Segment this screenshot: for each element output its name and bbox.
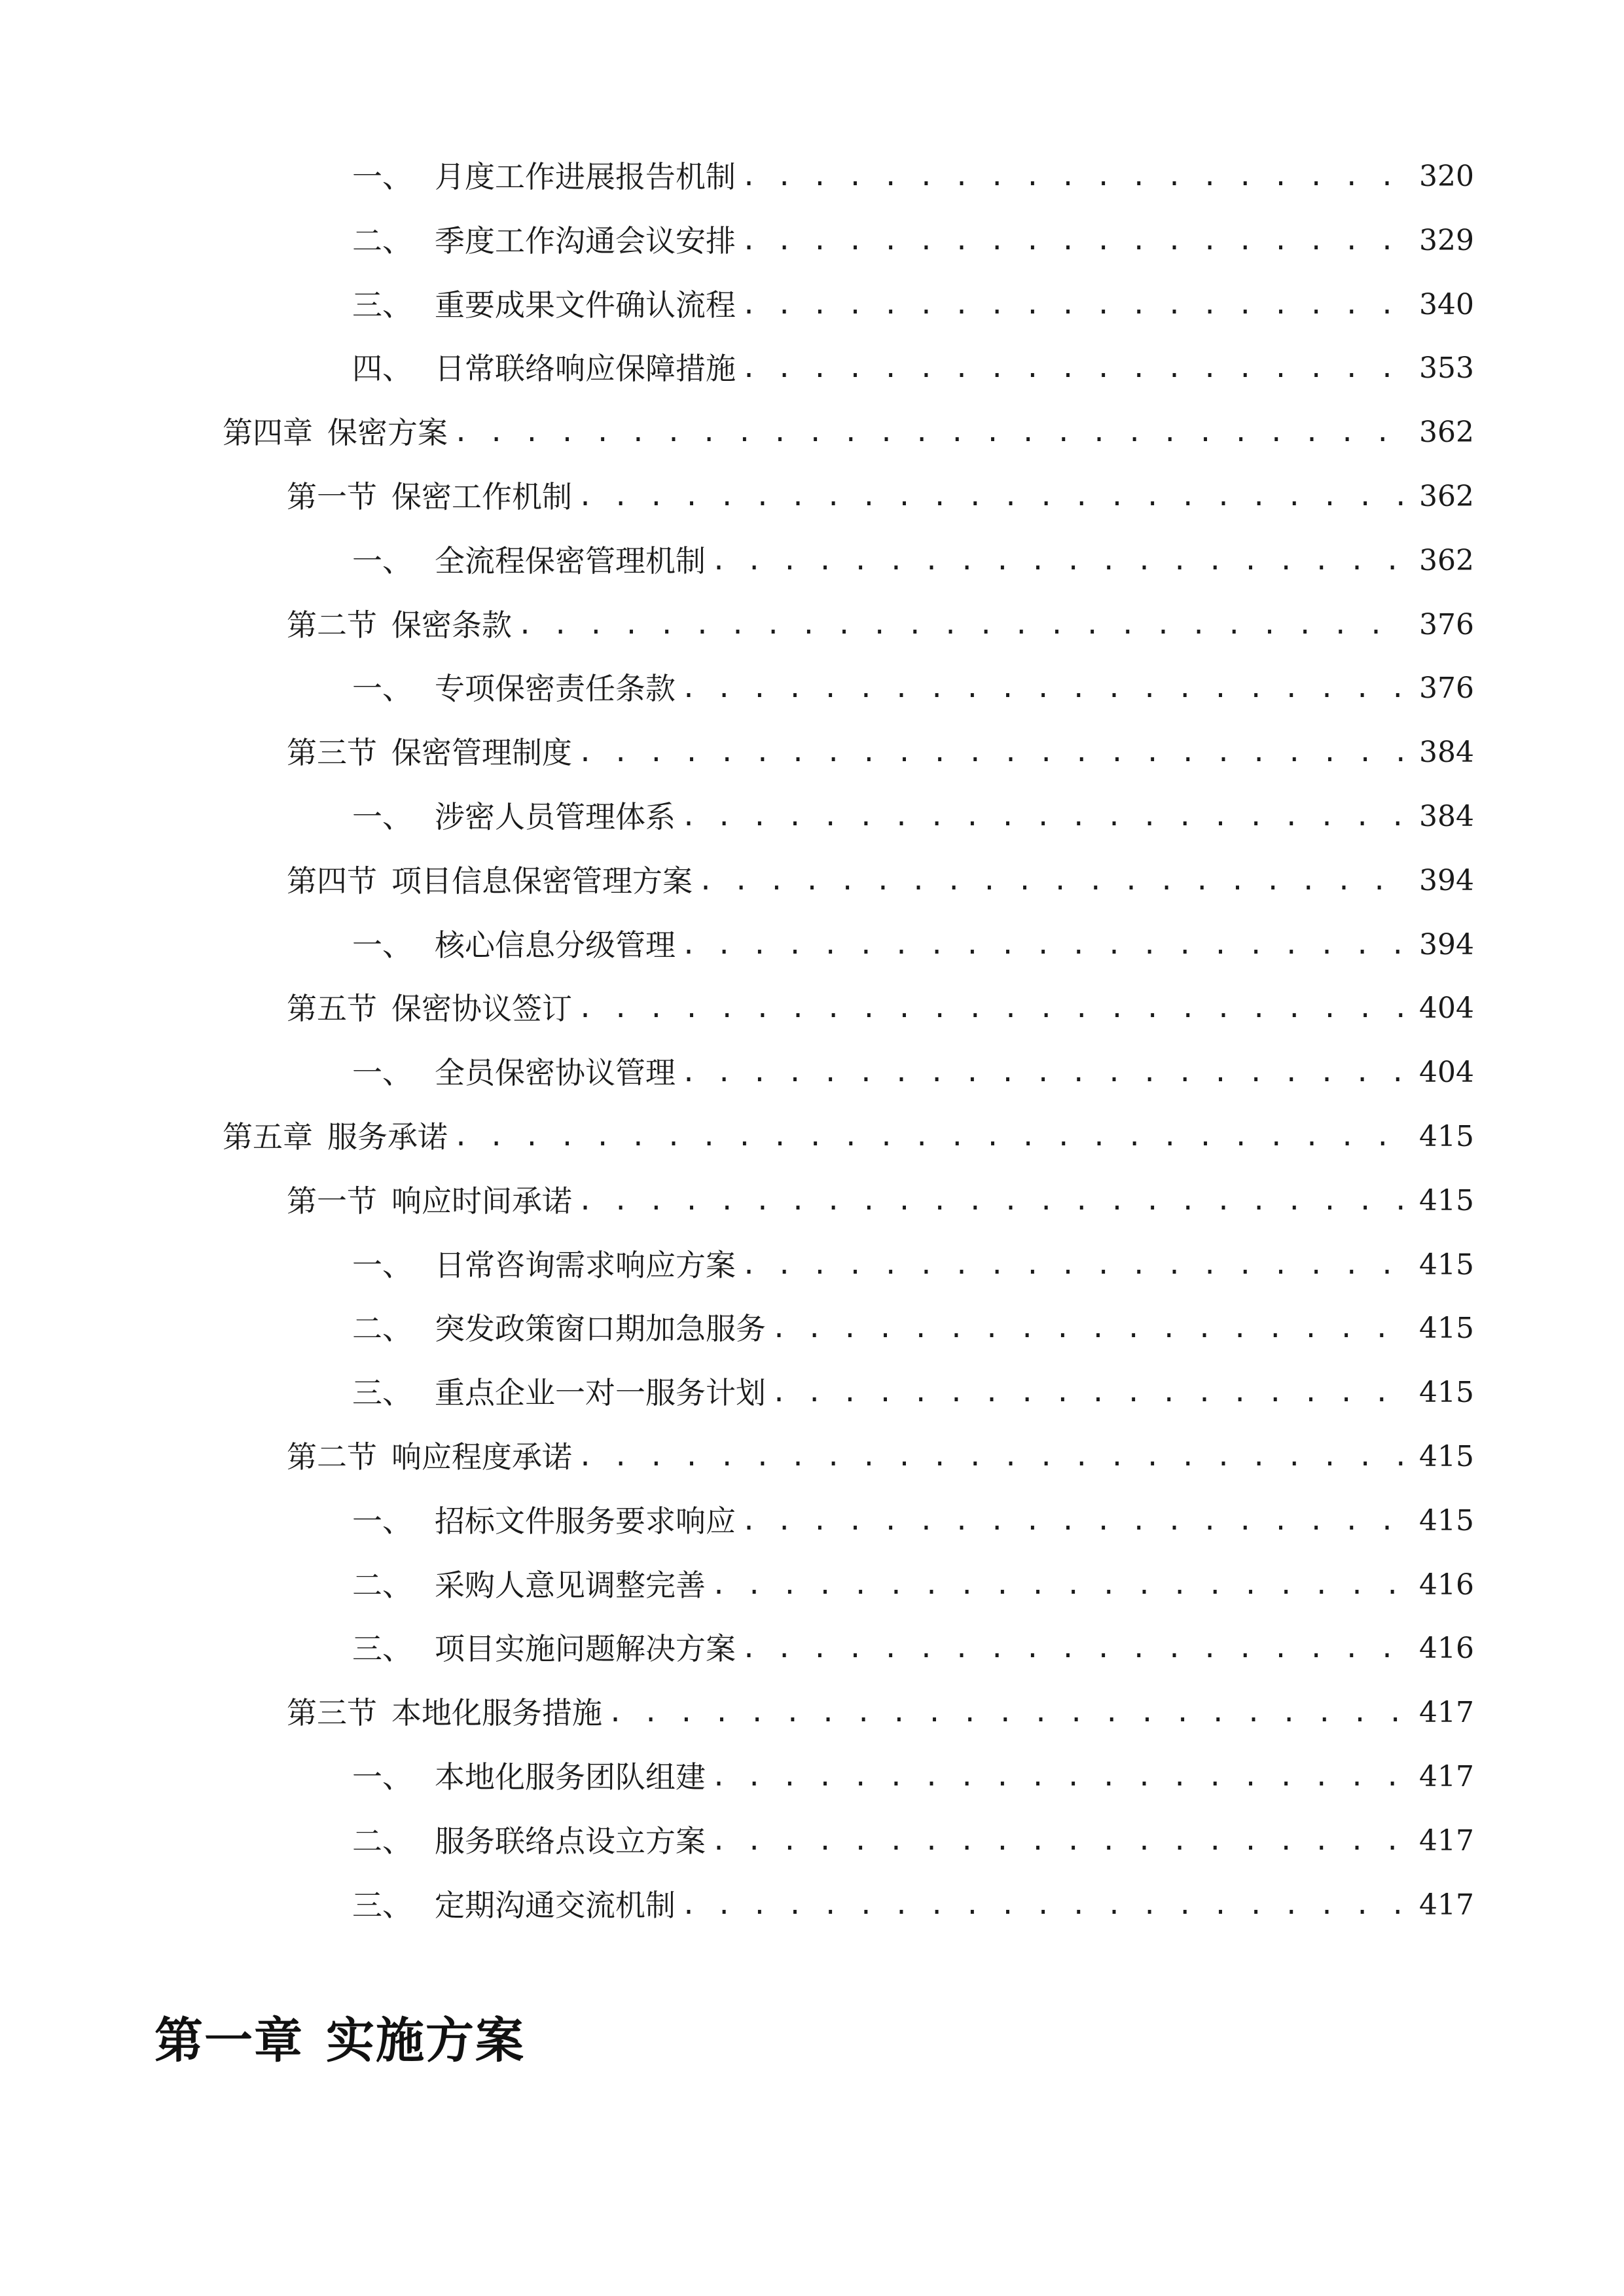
dot-leader — [577, 982, 1409, 1035]
toc-entry-item[interactable] — [352, 919, 1474, 971]
toc-entry-title: 服务承诺 — [327, 1119, 448, 1155]
toc-entry-title: 重要成果文件确认流程 — [435, 287, 736, 323]
dot-leader — [577, 1431, 1409, 1483]
toc-entry-label — [352, 1367, 766, 1419]
toc-entry-item[interactable] — [352, 535, 1474, 587]
dot-leader — [741, 1495, 1409, 1547]
toc-entry-section[interactable] — [287, 471, 1474, 523]
toc-entry-number: 第三节 — [287, 735, 377, 770]
toc-entry-title: 保密协议签订 — [391, 991, 572, 1026]
toc-entry-label — [352, 919, 676, 971]
toc-entry-item[interactable] — [352, 1239, 1474, 1291]
toc-entry-title: 保密方案 — [327, 415, 448, 450]
toc-entry-title: 月度工作进展报告机制 — [435, 159, 736, 194]
toc-entry-number: 二、 — [352, 1568, 412, 1603]
toc-entry-label — [223, 1111, 448, 1163]
toc-entry-item[interactable] — [352, 215, 1474, 267]
toc-entry-item[interactable] — [352, 1047, 1474, 1099]
toc-entry-number: 一、 — [352, 1055, 412, 1090]
toc-entry-title: 涉密人员管理体系 — [435, 799, 676, 834]
toc-entry-number: 一、 — [352, 671, 412, 706]
dot-leader — [681, 1047, 1409, 1099]
toc-entry-label — [352, 1239, 736, 1291]
toc-entry-item[interactable] — [352, 1302, 1474, 1355]
toc-entry-title: 服务联络点设立方案 — [435, 1823, 706, 1859]
toc-entry-number: 一、 — [352, 1759, 412, 1795]
toc-entry-number: 第三节 — [287, 1695, 377, 1731]
toc-entry-label — [287, 726, 572, 779]
toc-entry-title: 保密条款 — [391, 607, 512, 643]
toc-entry-page-number: 394 — [1419, 928, 1474, 961]
toc-entry-label — [287, 855, 693, 907]
toc-entry-label — [287, 471, 572, 523]
toc-entry-number: 二、 — [352, 1823, 412, 1859]
dot-leader — [741, 215, 1409, 267]
chapter-heading-number: 第一章 — [154, 2013, 304, 2069]
toc-entry-label — [287, 1431, 572, 1483]
toc-entry-page-number: 415 — [1419, 1248, 1474, 1282]
dot-leader — [741, 151, 1409, 203]
toc-entry-label — [352, 342, 736, 395]
toc-entry-label — [352, 1495, 736, 1547]
toc-entry-page-number: 404 — [1419, 1056, 1474, 1089]
toc-entry-title: 定期沟通交流机制 — [435, 1888, 676, 1923]
toc-entry-item[interactable] — [352, 662, 1474, 715]
toc-entry-number: 第二节 — [287, 1439, 377, 1475]
toc-entry-section[interactable] — [287, 726, 1474, 779]
toc-entry-title: 保密管理制度 — [391, 735, 572, 770]
dot-leader — [711, 1751, 1409, 1803]
toc-entry-number: 第二节 — [287, 607, 377, 643]
toc-entry-page-number: 353 — [1419, 351, 1474, 385]
toc-entry-label — [352, 151, 736, 203]
toc-entry-title: 采购人意见调整完善 — [435, 1568, 706, 1603]
dot-leader — [741, 1623, 1409, 1675]
toc-entry-section[interactable] — [287, 1431, 1474, 1483]
toc-entry-label — [352, 535, 706, 587]
dot-leader — [577, 726, 1409, 779]
toc-entry-title: 响应程度承诺 — [391, 1439, 572, 1475]
toc-entry-label — [287, 1687, 602, 1739]
toc-entry-label — [352, 1623, 736, 1675]
toc-entry-item[interactable] — [352, 1815, 1474, 1867]
dot-leader — [698, 855, 1409, 907]
toc-entry-label — [352, 1559, 706, 1611]
toc-entry-label — [352, 1302, 766, 1355]
toc-entry-page-number: 415 — [1419, 1184, 1474, 1217]
toc-entry-page-number: 384 — [1419, 800, 1474, 833]
dot-leader — [681, 791, 1409, 843]
chapter-heading-title: 实施方案 — [326, 2013, 525, 2069]
toc-entry-number: 第四章 — [223, 415, 313, 450]
toc-entry-item[interactable] — [352, 1495, 1474, 1547]
toc-entry-item[interactable] — [352, 151, 1474, 203]
toc-entry-label — [287, 1175, 572, 1227]
dot-leader — [681, 1879, 1409, 1931]
toc-entry-section[interactable] — [287, 1175, 1474, 1227]
toc-entry-item[interactable] — [352, 1559, 1474, 1611]
toc-entry-section[interactable] — [287, 599, 1474, 651]
toc-entry-title: 专项保密责任条款 — [435, 671, 676, 706]
toc-entry-section[interactable] — [287, 1687, 1474, 1739]
toc-entry-number: 二、 — [352, 223, 412, 259]
toc-entry-page-number: 320 — [1419, 160, 1474, 193]
toc-entry-chapter[interactable] — [223, 406, 1474, 459]
dot-leader — [453, 406, 1409, 459]
toc-entry-page-number: 417 — [1419, 1696, 1474, 1729]
dot-leader — [741, 279, 1409, 331]
toc-entry-title: 重点企业一对一服务计划 — [435, 1375, 766, 1410]
toc-entry-page-number: 329 — [1419, 224, 1474, 257]
toc-entry-number: 三、 — [352, 287, 412, 323]
toc-entry-label — [352, 215, 736, 267]
toc-entry-title: 本地化服务措施 — [391, 1695, 602, 1731]
toc-entry-number: 一、 — [352, 1503, 412, 1539]
toc-entry-chapter[interactable] — [223, 1111, 1474, 1163]
toc-entry-title: 突发政策窗口期加急服务 — [435, 1311, 766, 1346]
toc-entry-page-number: 417 — [1419, 1888, 1474, 1922]
toc-entry-title: 核心信息分级管理 — [435, 927, 676, 963]
dot-leader — [711, 535, 1409, 587]
toc-entry-page-number: 404 — [1419, 992, 1474, 1025]
toc-entry-number: 第一节 — [287, 1183, 377, 1219]
toc-entry-label — [352, 1879, 676, 1931]
toc-entry-page-number: 416 — [1419, 1568, 1474, 1602]
dot-leader — [577, 1175, 1409, 1227]
toc-entry-number: 四、 — [352, 351, 412, 386]
toc-entry-title: 响应时间承诺 — [391, 1183, 572, 1219]
toc-entry-title: 日常咨询需求响应方案 — [435, 1247, 736, 1283]
toc-entry-page-number: 415 — [1419, 1120, 1474, 1153]
toc-entry-title: 招标文件服务要求响应 — [435, 1503, 736, 1539]
toc-entry-item[interactable] — [352, 1623, 1474, 1675]
toc-entry-number: 三、 — [352, 1631, 412, 1666]
toc-entry-number: 第一节 — [287, 479, 377, 514]
toc-entry-item[interactable] — [352, 1367, 1474, 1419]
toc-entry-number: 一、 — [352, 159, 412, 194]
dot-leader — [741, 1239, 1409, 1291]
toc-entry-page-number: 376 — [1419, 608, 1474, 641]
toc-entry-label — [352, 1047, 676, 1099]
dot-leader — [711, 1815, 1409, 1867]
dot-leader — [517, 599, 1409, 651]
toc-entry-item[interactable] — [352, 791, 1474, 843]
toc-entry-page-number: 362 — [1419, 480, 1474, 513]
toc-entry-label — [352, 662, 676, 715]
toc-entry-item[interactable] — [352, 342, 1474, 395]
dot-leader — [607, 1687, 1409, 1739]
toc-entry-title: 全员保密协议管理 — [435, 1055, 676, 1090]
toc-entry-number: 三、 — [352, 1375, 412, 1410]
toc-entry-number: 第五章 — [223, 1119, 313, 1155]
toc-entry-page-number: 415 — [1419, 1504, 1474, 1537]
dot-leader — [681, 919, 1409, 971]
toc-entry-title: 季度工作沟通会议安排 — [435, 223, 736, 259]
toc-entry-title: 项目实施问题解决方案 — [435, 1631, 736, 1666]
toc-entry-page-number: 417 — [1419, 1824, 1474, 1857]
toc-entry-item[interactable] — [352, 279, 1474, 331]
toc-entry-page-number: 416 — [1419, 1632, 1474, 1665]
toc-entry-label — [287, 982, 572, 1035]
toc-entry-page-number: 340 — [1419, 288, 1474, 321]
dot-leader — [681, 662, 1409, 715]
toc-entry-page-number: 384 — [1419, 736, 1474, 769]
toc-entry-title: 保密工作机制 — [391, 479, 572, 514]
dot-leader — [771, 1302, 1409, 1355]
toc-entry-label — [287, 599, 512, 651]
toc-entry-page-number: 415 — [1419, 1376, 1474, 1409]
toc-entry-label — [352, 1815, 706, 1867]
toc-entry-section[interactable] — [287, 982, 1474, 1035]
toc-entry-number: 一、 — [352, 543, 412, 579]
toc-entry-page-number: 417 — [1419, 1760, 1474, 1793]
toc-entry-page-number: 394 — [1419, 864, 1474, 897]
toc-entry-label — [352, 791, 676, 843]
toc-entry-label — [352, 1751, 706, 1803]
toc-entry-page-number: 362 — [1419, 416, 1474, 449]
toc-entry-item[interactable] — [352, 1751, 1474, 1803]
toc-entry-number: 一、 — [352, 1247, 412, 1283]
toc-entry-number: 一、 — [352, 799, 412, 834]
toc-entry-label — [352, 279, 736, 331]
toc-entry-item[interactable] — [352, 1879, 1474, 1931]
toc-entry-label — [223, 406, 448, 459]
toc-entry-title: 项目信息保密管理方案 — [391, 863, 693, 899]
toc-entry-number: 三、 — [352, 1888, 412, 1923]
dot-leader — [711, 1559, 1409, 1611]
toc-entry-number: 二、 — [352, 1311, 412, 1346]
toc-entry-title: 全流程保密管理机制 — [435, 543, 706, 579]
toc-entry-number: 第五节 — [287, 991, 377, 1026]
toc-entry-title: 本地化服务团队组建 — [435, 1759, 706, 1795]
dot-leader — [577, 471, 1409, 523]
dot-leader — [771, 1367, 1409, 1419]
toc-entry-page-number: 415 — [1419, 1312, 1474, 1345]
dot-leader — [453, 1111, 1409, 1163]
toc-entry-title: 日常联络响应保障措施 — [435, 351, 736, 386]
toc-entry-number: 第四节 — [287, 863, 377, 899]
toc-entry-page-number: 376 — [1419, 672, 1474, 705]
chapter-heading — [154, 2008, 525, 2073]
dot-leader — [741, 342, 1409, 395]
toc-entry-page-number: 415 — [1419, 1440, 1474, 1473]
toc-entry-section[interactable] — [287, 855, 1474, 907]
toc-entry-page-number: 362 — [1419, 544, 1474, 577]
toc-entry-number: 一、 — [352, 927, 412, 963]
